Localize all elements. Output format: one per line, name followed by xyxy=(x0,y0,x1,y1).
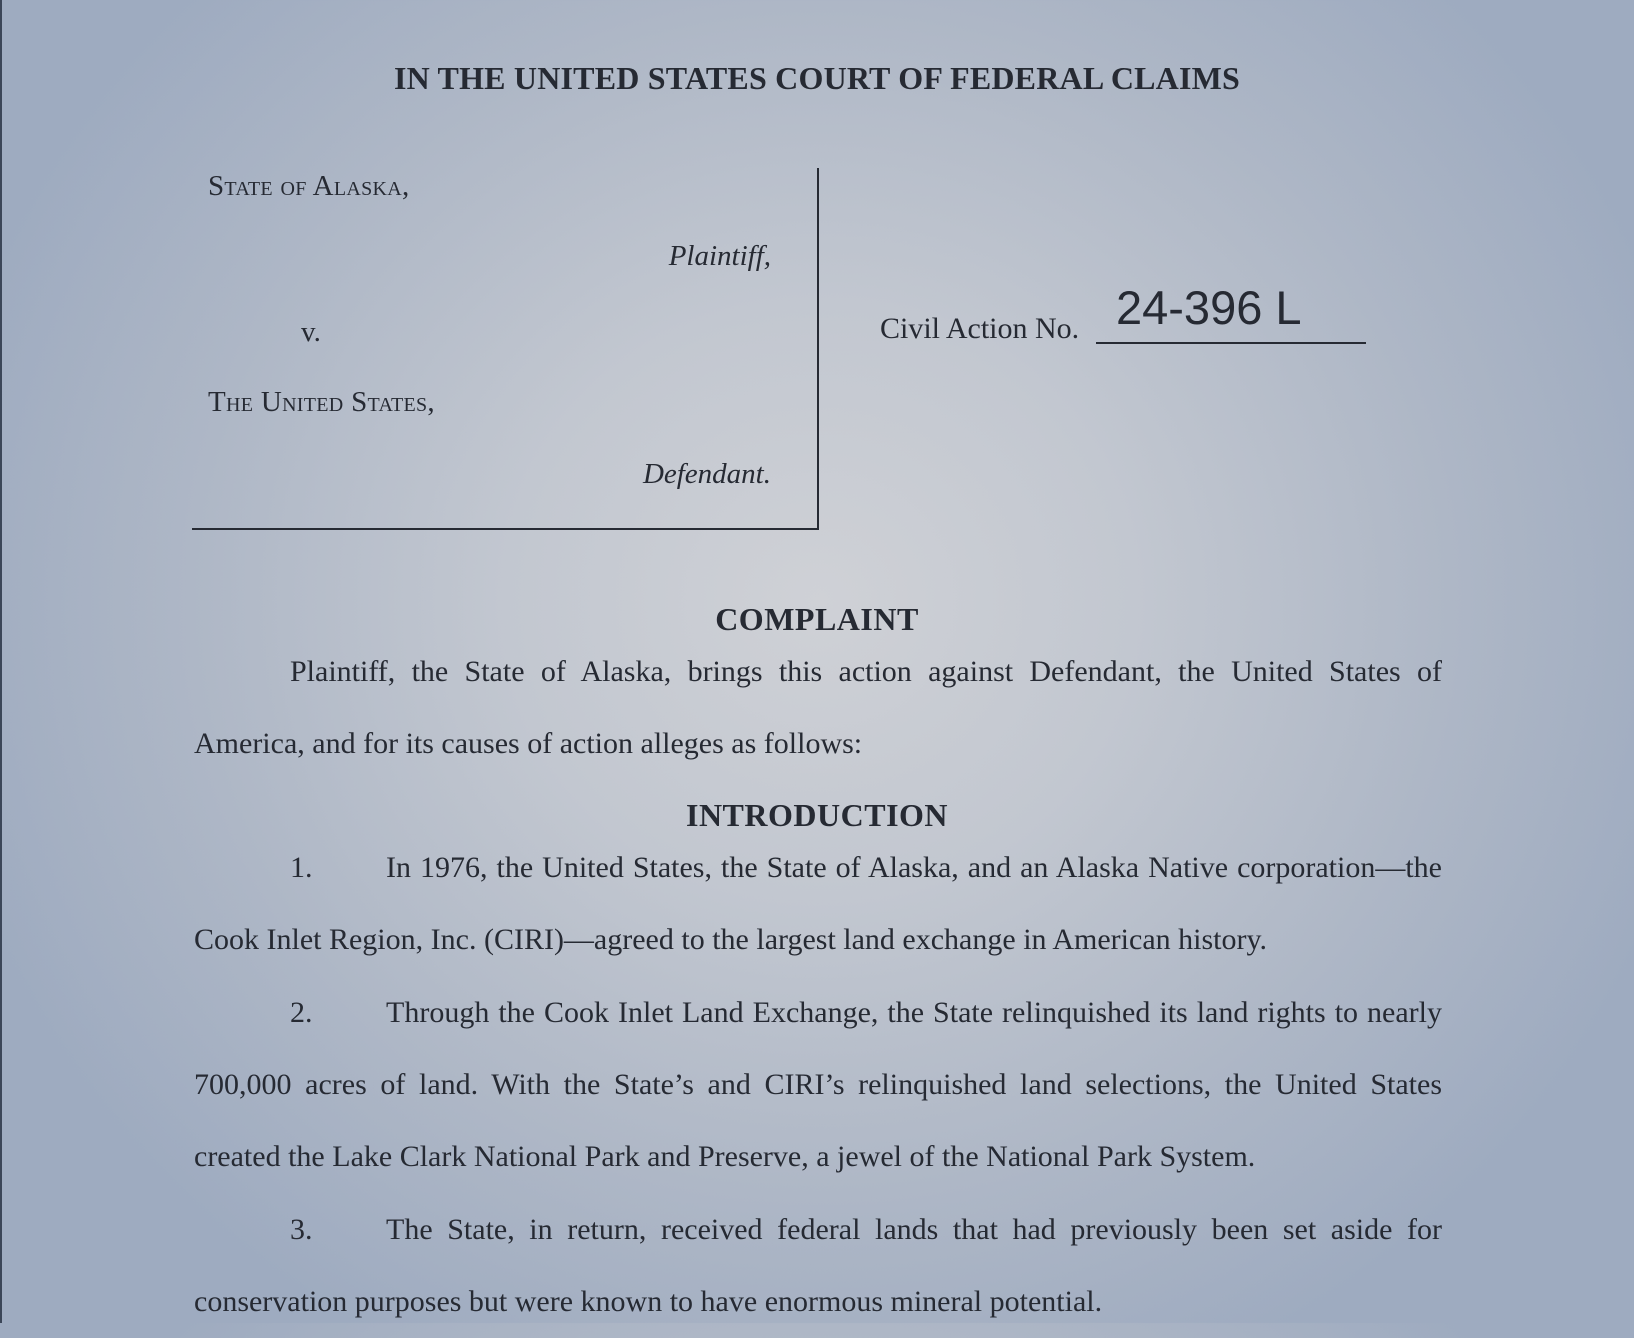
civil-action-label: Civil Action No. xyxy=(880,312,1080,345)
defendant-name: The United States, xyxy=(208,386,435,418)
complaint-heading: COMPLAINT xyxy=(715,601,919,637)
introduction-heading: INTRODUCTION xyxy=(685,797,949,833)
paragraph-text: The State, in return, received federal lands that had previously been set aside for conservation purposes but were known to have enormous mineral potential. xyxy=(194,1213,1442,1318)
numbered-paragraph xyxy=(194,977,1442,1193)
page-left-border xyxy=(0,0,2,1323)
versus-label: v. xyxy=(301,316,321,348)
paragraph-text: In 1976, the United States, the State of Alaska, and an Alaska Native corporation—the Cook Inlet Region, Inc. (CIRI)—agreed to the largest land exchange in American history. xyxy=(194,851,1442,956)
court-title: IN THE UNITED STATES COURT OF FEDERAL CLAIMS xyxy=(393,60,1241,96)
plaintiff-name: State of Alaska, xyxy=(208,170,410,202)
numbered-paragraph xyxy=(194,832,1442,976)
case-number: 24-396 L xyxy=(1116,281,1302,334)
paragraph-number: 3. xyxy=(290,1213,313,1246)
plaintiff-role: Plaintiff, xyxy=(668,240,771,272)
numbered-paragraph xyxy=(194,1194,1442,1338)
case-caption-box xyxy=(192,168,819,530)
paragraph-number: 2. xyxy=(290,996,313,1029)
paragraph-text: Through the Cook Inlet Land Exchange, the State relinquished its land rights to nearly 700,000 acres of land. With the State’s and CIRI’s relinquished land selections, the United States created the Lake Clark National Park and Preserve, a jewel of the National Park System. xyxy=(194,996,1442,1173)
defendant-role: Defendant. xyxy=(642,458,771,490)
intro-paragraph: Plaintiff, the State of Alaska, brings this action against Defendant, the United States of America, and for its causes of action alleges as follows: xyxy=(194,655,1442,760)
paragraph-number: 1. xyxy=(290,851,313,884)
case-number-field xyxy=(1096,276,1366,344)
